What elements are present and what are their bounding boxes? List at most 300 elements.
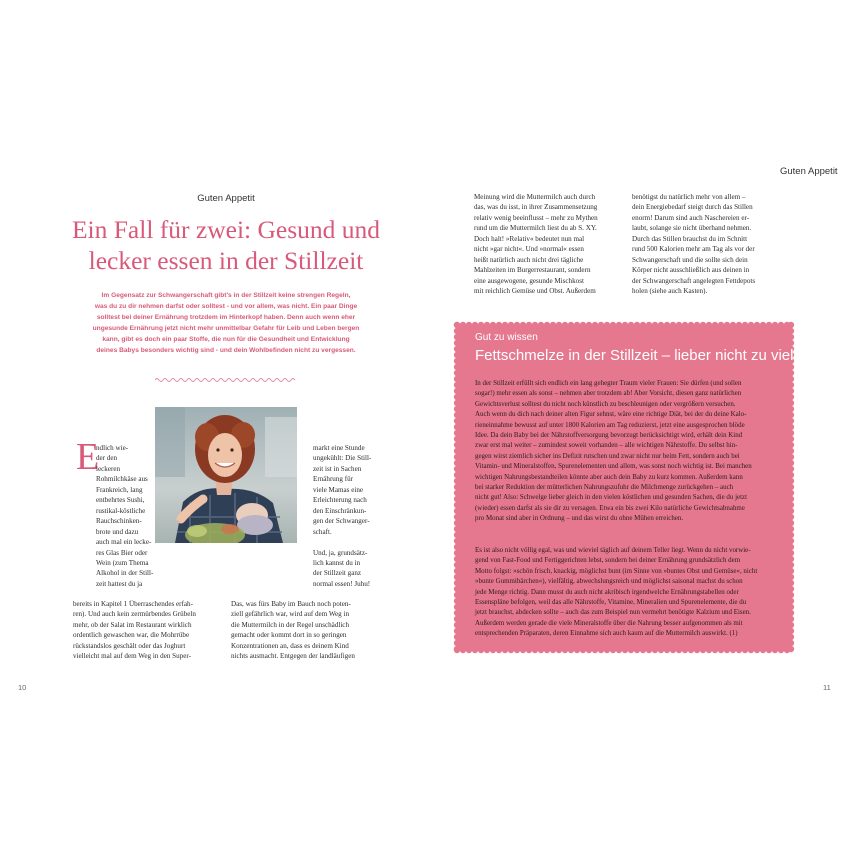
box-scallop [700,647,706,653]
box-scallop [788,496,794,502]
box-scallop [508,322,514,328]
box-scallop [466,322,472,328]
box-scallop [760,322,766,328]
box-scallop [742,647,748,653]
box-scallop [454,640,460,646]
box-scallop [574,647,580,653]
box-scallop [610,647,616,653]
box-scallop [454,334,460,340]
box-scallop [454,580,460,586]
box-scallop [724,647,730,653]
box-scallop [682,647,688,653]
box-scallop [580,322,586,328]
box-line: Vitamin- und Mineralstoffen, Spurenelementen und allem, was sonst noch wichtig ist. Bei manchen [475,462,752,471]
box-scallop [454,352,460,358]
box-scallop [586,647,592,653]
body-line [313,537,371,547]
box-scallop [788,508,794,514]
box-scallop [788,376,794,382]
box-scallop [454,508,460,514]
body-line: gemacht oder kommt dort in so geringen [231,631,347,640]
box-scallop [788,472,794,478]
box-line: bei starker Reduktion der mütterlichen Nahrungszufuhr die Milchmenge zurückgehen – auch [475,483,734,492]
box-scallop [454,412,460,418]
box-scallop [634,322,640,328]
lead-line: kann, gibt es doch ein paar Stoffe, die nun für die Gesundheit und Entwicklung [102,336,350,343]
body-line: den Einschränkun- [313,506,367,515]
box-scallop [496,647,502,653]
box-scallop [550,322,556,328]
body-line: ndlich wie- [96,444,129,452]
box-scallop [454,496,460,502]
box-scallop [466,647,472,653]
box-scallop [526,322,532,328]
box-scallop [628,322,634,328]
box-scallop [454,502,460,508]
body-line: ordentlich gewaschen war, die Mohrrübe [73,631,190,640]
box-scallop [682,322,688,328]
box-scallop [454,364,460,370]
box-scallop [788,628,794,634]
box-line: gegen wirst ziemlich sicher ins Defizit rutschen und zwar nicht nur beim Fett, sondern auch bei [475,451,740,460]
box-scallop [502,647,508,653]
body-line: zeit ist in Sachen [313,464,362,473]
box-scallop [454,568,460,574]
box-scallop [454,430,460,436]
box-scallop [454,616,460,622]
box-scallop [772,647,778,653]
box-scallop [454,472,460,478]
box-scallop [604,647,610,653]
box-scallop [454,592,460,598]
box-line: rieneinnahme bewusst auf unter 1800 Kalorien am Tag reduzierst, jetzt eine ausgesprochen blöde [475,420,745,429]
box-scallop [454,376,460,382]
box-scallop [742,322,748,328]
box-scallop [788,322,794,328]
body-line: mit reichlich Gemüse und Obst. Außerdem [474,287,596,296]
body-line: Doch halt! »Relativ« bedeutet nun mal [474,234,585,243]
lead-line: Im Gegensatz zur Schwangerschaft gibt's in der Stillzeit keine strengen Regeln, [101,292,351,299]
box-scallop [634,647,640,653]
box-scallop [454,586,460,592]
box-scallop [538,647,544,653]
body-line: lich kannst du in [313,558,361,567]
info-box-kicker: Gut zu wissen [475,332,538,343]
box-scallop [568,647,574,653]
box-scallop [460,647,466,653]
box-scallop [454,628,460,634]
box-scallop [788,448,794,454]
body-line: zeit hattest du ja [96,579,143,588]
box-scallop [700,322,706,328]
body-line: rustikal-köstliche [96,506,146,515]
box-scallop [766,647,772,653]
section-label-left: Guten Appetit [197,193,255,204]
info-box-paragraph-2 [475,545,757,639]
body-line: ziell gefährlich war, wird auf dem Weg in [231,610,349,619]
box-scallop [562,322,568,328]
box-line: Es ist also nicht völlig egal, was und wieviel täglich auf deinem Teller liegt. Wenn du nicht vorwie- [475,546,751,554]
box-scallop [622,647,628,653]
box-scallop [788,556,794,562]
box-scallop [788,430,794,436]
box-scallop [718,322,724,328]
box-scallop [694,322,700,328]
box-scallop [460,322,466,328]
box-scallop [472,322,478,328]
box-scallop [526,647,532,653]
box-scallop [454,544,460,550]
box-scallop [718,647,724,653]
box-scallop [788,460,794,466]
lead-line: ungesunde Ernährung jetzt nicht mehr unmittelbar Gefahr für Leib und Leben bergen [92,325,360,332]
box-scallop [454,466,460,472]
box-scallop [454,340,460,346]
body-line: der Schwangerschaft angelegten Fettdepots [632,276,756,285]
box-scallop [646,647,652,653]
box-scallop [580,647,586,653]
box-scallop [788,484,794,490]
box-scallop [788,490,794,496]
box-scallop [514,647,520,653]
box-scallop [652,647,658,653]
body-line: brote und dazu [96,527,139,536]
box-scallop [788,394,794,400]
box-line: Gewichtsverlust solltest du nicht noch künstlich zu beschleunigen oder vergrößern versuchen. [475,399,736,408]
box-scallop [652,322,658,328]
box-line: In der Stillzeit erfüllt sich endlich ein lang gehegter Traum vieler Frauen: Sie dürfen (und sollen [475,379,742,387]
body-line: nichts ausmacht. Entgegen der landläufigen [231,652,355,661]
body-line: die Muttermilch in der Regel unschädlich [231,620,349,629]
box-scallop [788,442,794,448]
body-line: Frankreich, lang [96,485,143,494]
box-scallop [454,604,460,610]
box-scallop [658,322,664,328]
box-scallop [508,647,514,653]
box-scallop [532,647,538,653]
box-scallop [454,442,460,448]
box-scallop [788,388,794,394]
body-line: markt eine Stunde [313,444,365,452]
box-scallop [730,647,736,653]
box-scallop [598,647,604,653]
body-line: Rohmilchkäse aus [96,475,148,484]
box-scallop [598,322,604,328]
box-scallop [778,647,784,653]
box-scallop [562,647,568,653]
box-scallop [788,526,794,532]
box-scallop [520,322,526,328]
box-scallop [454,526,460,532]
box-scallop [664,647,670,653]
title-line: Ein Fall für zwei: Gesund und [71,215,381,244]
box-scallop [550,647,556,653]
body-line: Körper nicht ausschließlich aus deinen in [632,266,750,275]
body-line: Wein (zum Thema [96,558,149,567]
box-scallop [788,514,794,520]
box-scallop [544,647,550,653]
box-scallop [478,322,484,328]
box-scallop [788,364,794,370]
box-scallop [616,322,622,328]
box-scallop [788,412,794,418]
body-line: enorm! Darum sind auch Naschereien er- [632,213,750,222]
drop-cap: E [76,436,100,478]
box-scallop [788,454,794,460]
box-scallop [754,647,760,653]
box-scallop [788,382,794,388]
box-scallop [736,322,742,328]
box-scallop [640,647,646,653]
box-scallop [454,598,460,604]
box-scallop [688,647,694,653]
body-line: leckeren [96,464,121,473]
box-scallop [788,406,794,412]
body-line: normal essen! Juhu! [313,579,371,588]
box-scallop [788,568,794,574]
box-scallop [454,322,460,328]
box-scallop [736,647,742,653]
box-scallop [788,580,794,586]
box-scallop [472,647,478,653]
article-title [60,214,392,276]
box-scallop [788,640,794,646]
lead-paragraph [72,290,380,356]
box-scallop [760,647,766,653]
body-column-2-wide [231,599,355,662]
box-scallop [788,340,794,346]
box-scallop [568,322,574,328]
box-scallop [454,550,460,556]
box-scallop [454,328,460,334]
box-scallop [454,646,460,652]
body-line: viele Mamas eine [313,485,364,494]
box-scallop [788,538,794,544]
body-line: holen (siehe auch Kasten). [632,287,708,296]
box-scallop [670,322,676,328]
box-scallop [788,634,794,640]
box-scallop [646,322,652,328]
box-line: sogar!) mehr essen als sonst – nehmen aber trotzdem ab! Aber Vorsicht, diesen ganz natürlichen [475,389,742,398]
box-line: jetzt brauchst, abdecken sollte – auch das zum Beispiel nun vermehrt benötigte Kalzium und Eisen. [475,608,751,617]
box-scallop [454,538,460,544]
box-scallop [484,322,490,328]
body-line: relativ wenig beeinflusst – mehr zu Mythen [474,213,598,222]
section-label-right: Guten Appetit [780,166,838,177]
box-scallop [454,520,460,526]
box-scallop [788,328,794,334]
box-scallop [676,322,682,328]
body-line: Rauchschinken- [96,517,142,526]
box-scallop [694,647,700,653]
box-scallop [788,586,794,592]
body-column-3 [474,192,598,297]
box-scallop [490,322,496,328]
info-box-paragraph-1 [475,378,752,524]
box-scallop [478,647,484,653]
box-scallop [454,358,460,364]
box-scallop [592,322,598,328]
box-scallop [454,514,460,520]
body-line: Konzentrationen an, dass es deinem Kind [231,641,349,650]
box-line: Essenspläne befolgen, weil das alle Nährstoffe, Vitamine, Mineralien und Spurenelemente, die du [475,598,747,607]
box-scallop [592,647,598,653]
box-scallop [454,622,460,628]
box-scallop [616,647,622,653]
box-scallop [454,490,460,496]
box-line: »bunte Gummibärchen«), vielfältig, abwechslungsreich und möglichst saisonal machst du schon [475,577,743,586]
box-scallop [454,394,460,400]
box-scallop [788,532,794,538]
box-scallop [454,460,460,466]
box-line: gend von Fast-Food und Fertiggerichten lebst, sondern bei deiner Ernährung grundsätzlich dem [475,556,741,565]
box-line: wichtigen Nahrungsbestandteilen könnte aber auch dein Baby zu kurz kommen. Außerdem kann [475,472,743,481]
body-line: Meinung wird die Muttermilch auch durch [474,193,596,201]
box-line: jede Menge richtig. Dann musst du auch nicht akribisch irgendwelche Ernährungstabellen oder [475,587,739,596]
body-line: Mahlzeiten im Burgerrestaurant, sondern [474,266,591,275]
body-line: nicht »gar nicht«. Und »normal« essen [474,245,584,254]
box-scallop [454,562,460,568]
box-scallop [712,647,718,653]
box-scallop [706,647,712,653]
body-column-1-wide [73,599,196,662]
body-column-1 [96,443,153,589]
box-scallop [788,466,794,472]
box-scallop [788,604,794,610]
box-scallop [604,322,610,328]
box-scallop [788,334,794,340]
body-line: entbehrtes Sushi, [96,496,145,505]
box-scallop [574,322,580,328]
box-scallop [622,322,628,328]
box-scallop [664,322,670,328]
body-line: bereits in Kapitel 1 Überraschendes erfah- [73,600,193,608]
body-line: Durch das Stillen brauchst du im Schnitt [632,234,748,243]
box-scallop [788,478,794,484]
box-scallop [610,322,616,328]
box-scallop [788,544,794,550]
page-number-left: 10 [18,683,27,692]
lead-line: deines Babys besonders wichtig sind - und dein Wohlbefinden nicht zu vergessen. [96,347,356,354]
body-line: Alkohol in der Still- [96,569,154,578]
body-line: dein Energiebedarf steigt durch das Stillen [632,203,753,212]
box-scallop [788,592,794,598]
box-line: Auch wenn du dich nach deiner alten Figur sehnst, wäre eine richtige Diät, bei der du deine Kalo- [475,410,747,419]
box-scallop [454,382,460,388]
box-scallop [788,520,794,526]
box-scallop [586,322,592,328]
body-column-2 [313,443,371,589]
body-line: Erleichterung nach [313,496,367,505]
body-line: Ernährung für [313,475,353,484]
box-scallop [754,322,760,328]
box-scallop [724,322,730,328]
lead-line: was du zu dir nehmen darfst oder solltest - und vor allem, was nicht. Ein paar Dinge [94,303,358,310]
box-scallop [454,610,460,616]
box-scallop [640,322,646,328]
box-scallop [670,647,676,653]
box-scallop [766,322,772,328]
box-scallop [788,550,794,556]
box-line: Idee. Da dein Baby bei der Nährstoffversorgung bevorzugt berücksichtigt wird, erhält dein Kind [475,431,743,440]
box-scallop [454,556,460,562]
body-line: Und, ja, grundsätz- [313,548,368,557]
body-line: Schwangerschaft und die sollte sich dein [632,255,748,264]
body-line: schaft. [313,527,332,536]
box-scallop [706,322,712,328]
box-scallop [658,647,664,653]
box-line: (wieder) essen darfst als sie dir zu versagen. Etwa ein bis zwei Kilo natürliche Gewichtsabnahme [475,503,745,512]
box-scallop [544,322,550,328]
body-line: auch mal ein lecke- [96,538,152,547]
box-scallop [496,322,502,328]
box-scallop [712,322,718,328]
box-scallop [556,322,562,328]
box-scallop [788,562,794,568]
body-line: ren). Und auch kein zermürbendes Grübeln [73,610,196,619]
box-scallop [484,647,490,653]
body-line: rückstandslos geschält oder das Joghurt [73,641,186,650]
body-line: laubt, solange sie nicht überhand nehmen. [632,224,752,233]
box-scallop [454,448,460,454]
lead-line: solltest bei deiner Ernährung trotzdem im Hinterkopf haben. Denn auch wenn eher [96,314,356,321]
box-scallop [788,616,794,622]
body-line: heißt natürlich auch nicht drei tägliche [474,255,584,264]
box-scallop [454,370,460,376]
body-line: vielleicht mal auf dem Weg in den Super- [73,652,191,661]
body-line: res Glas Bier oder [96,548,148,557]
box-scallop [788,610,794,616]
box-scallop [454,406,460,412]
box-scallop [788,598,794,604]
body-line: benötigst du natürlich mehr von allem – [632,193,746,201]
box-scallop [502,322,508,328]
box-line: pro Monat sind aber in Ordnung – und das wirst du ohne Mühen erreichen. [475,514,684,523]
box-line: Motto folgst: »schön frisch, knackig, möglichst bunt (im Sinne von »buntes Obst und Gemüse«, nicht [475,566,758,575]
body-line: rund 500 Kalorien mehr am Tag als vor der [632,245,755,254]
box-scallop [454,634,460,640]
box-scallop [788,622,794,628]
box-scallop [532,322,538,328]
box-line: zwar erst mal weiter – zumindest soweit vorhanden – alle wichtigen Nährstoffe. Du selbst hin- [475,441,738,450]
box-scallop [454,484,460,490]
box-line: Außerdem werden gerade die viele Mineralstoffe über die Nahrung besser aufgenommen als mit [475,618,743,627]
box-line: entsprechenden Präparaten, deren Einnahme sich auch kaum auf die Muttermilch auswirkt. (1) [475,629,738,638]
box-scallop [454,400,460,406]
title-line: lecker essen in der Stillzeit [88,246,364,275]
box-scallop [688,322,694,328]
box-scallop [772,322,778,328]
box-scallop [788,424,794,430]
body-line: ungekühlt: Die Still- [313,454,372,463]
box-scallop [454,436,460,442]
box-scallop [748,322,754,328]
box-scallop [788,502,794,508]
box-scallop [454,532,460,538]
body-line: der Stillzeit ganz [313,569,362,578]
box-scallop [788,400,794,406]
body-column-4 [632,192,755,297]
box-scallop [454,388,460,394]
box-scallop [788,418,794,424]
box-scallop [788,370,794,376]
body-line: rund um die Muttermilch liest du ab S. XY. [474,224,597,233]
body-line: Das, was fürs Baby im Bauch noch poten- [231,600,351,608]
box-scallop [454,424,460,430]
box-scallop [788,574,794,580]
box-scallop [748,647,754,653]
box-scallop [538,322,544,328]
